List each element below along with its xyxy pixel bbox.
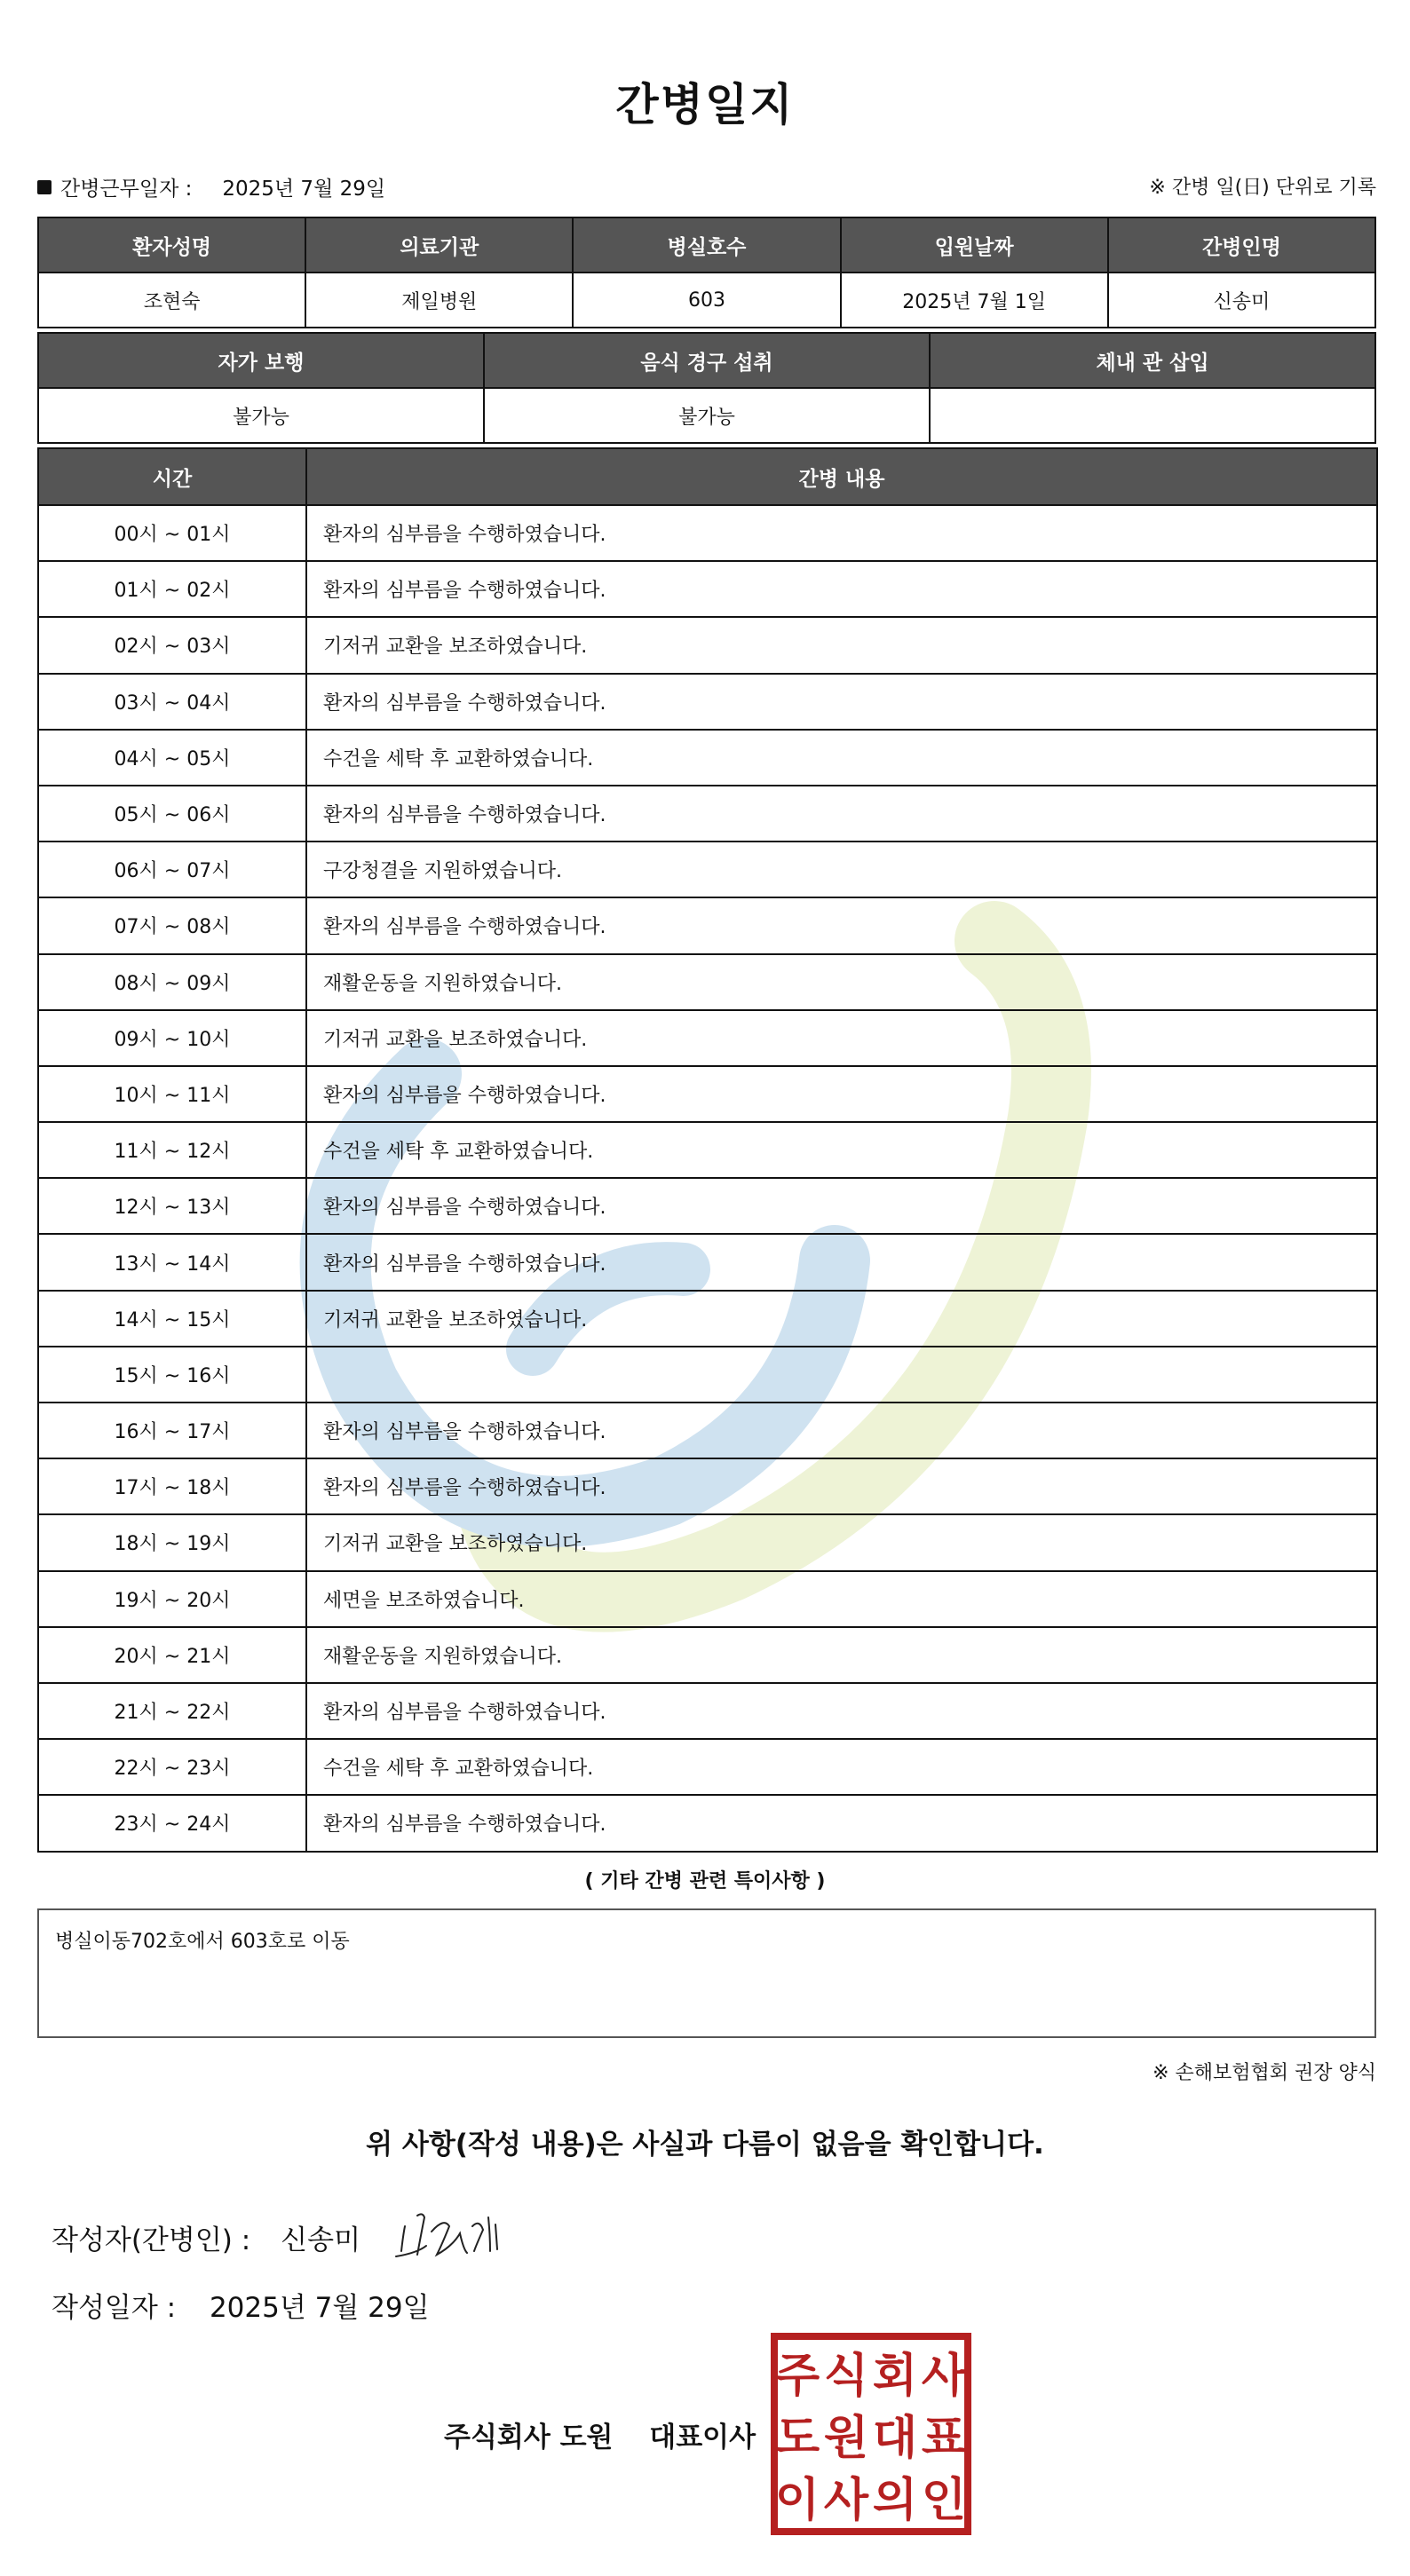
- header-patient-name: 환자성명: [38, 217, 305, 273]
- header-self-walking: 자가 보행: [38, 333, 484, 388]
- header-room-number: 병실호수: [573, 217, 840, 273]
- log-content: 환자의 심부름을 수행하였습니다.: [306, 1403, 1377, 1458]
- ceo-title: 대표이사: [649, 2422, 756, 2454]
- log-time: 03시 ~ 04시: [38, 674, 306, 730]
- log-time: 01시 ~ 02시: [38, 561, 306, 617]
- header-oral-intake: 음식 경구 섭취: [484, 333, 930, 388]
- table-row: [38, 954, 1377, 1010]
- log-time: 00시 ~ 01시: [38, 505, 306, 561]
- writer-line: [51, 2217, 360, 2257]
- seal-character: 회: [872, 2350, 918, 2403]
- log-content: 환자의 심부름을 수행하였습니다.: [306, 786, 1377, 842]
- written-date-value: 2025년 7월 29일: [209, 2292, 430, 2324]
- work-date: [37, 172, 385, 201]
- log-time: 08시 ~ 09시: [38, 954, 306, 1010]
- table-row: [38, 1010, 1377, 1066]
- table-row: [38, 1066, 1377, 1122]
- hospital: 제일병원: [305, 273, 573, 328]
- table-row: [38, 1178, 1377, 1234]
- table-row: [38, 505, 1377, 561]
- log-content: 환자의 심부름을 수행하였습니다.: [306, 561, 1377, 617]
- log-time: 11시 ~ 12시: [38, 1122, 306, 1178]
- caregiver-name: 신송미: [1108, 273, 1375, 328]
- log-content: 수건을 세탁 후 교환하였습니다.: [306, 730, 1377, 786]
- seal-character: 원: [823, 2412, 869, 2465]
- header-admission-date: 입원날짜: [841, 217, 1108, 273]
- seal-character: 표: [921, 2412, 967, 2465]
- tube-insertion: [930, 388, 1375, 443]
- table-row: [38, 1291, 1377, 1347]
- log-time: 12시 ~ 13시: [38, 1178, 306, 1234]
- log-time: 07시 ~ 08시: [38, 897, 306, 953]
- page-title: 간병일지: [615, 79, 795, 130]
- log-time: 16시 ~ 17시: [38, 1403, 306, 1458]
- patient-info-table: [37, 217, 1376, 328]
- log-content: 환자의 심부름을 수행하였습니다.: [306, 1683, 1377, 1739]
- confirmation-statement: 위 사항(작성 내용)은 사실과 다름이 없음을 확인합니다.: [366, 2129, 1044, 2161]
- table-row: [38, 1739, 1377, 1795]
- log-time: 06시 ~ 07시: [38, 842, 306, 897]
- log-time: 19시 ~ 20시: [38, 1571, 306, 1627]
- seal-character: 사: [823, 2474, 869, 2527]
- log-content: 기저귀 교환을 보조하였습니다.: [306, 1514, 1377, 1570]
- table-row: [38, 1234, 1377, 1290]
- seal-character: 대: [872, 2412, 918, 2465]
- source-note: ※ 손해보험협회 권장 양식: [1153, 2062, 1376, 2084]
- table-row: [38, 842, 1377, 897]
- work-date-row: [37, 172, 1376, 202]
- written-date-line: [51, 2285, 430, 2325]
- log-content: 구강청결을 지원하였습니다.: [306, 842, 1377, 897]
- log-content: [306, 1347, 1377, 1403]
- work-date-label: 간병근무일자 :: [60, 178, 193, 201]
- log-content: 환자의 심부름을 수행하였습니다.: [306, 1234, 1377, 1290]
- seal-character: 사: [921, 2350, 967, 2403]
- table-row: [38, 1571, 1377, 1627]
- log-time: 05시 ~ 06시: [38, 786, 306, 842]
- patient-status-table: [37, 332, 1376, 444]
- log-time: 02시 ~ 03시: [38, 617, 306, 673]
- header-hospital: 의료기관: [305, 217, 573, 273]
- company-line: [444, 2414, 756, 2454]
- written-date-label: 작성일자 :: [51, 2292, 177, 2324]
- work-date-value: 2025년 7월 29일: [222, 178, 386, 201]
- table-row: [38, 388, 1375, 443]
- table-header-row: [38, 217, 1375, 273]
- log-content: 재활운동을 지원하였습니다.: [306, 1627, 1377, 1683]
- log-time: 20시 ~ 21시: [38, 1627, 306, 1683]
- company-name: 주식회사 도원: [444, 2422, 614, 2454]
- table-row: [38, 1683, 1377, 1739]
- log-content: 환자의 심부름을 수행하였습니다.: [306, 1178, 1377, 1234]
- log-content: 환자의 심부름을 수행하였습니다.: [306, 897, 1377, 953]
- header-time: 시간: [38, 448, 306, 505]
- remarks-box: 병실이동702호에서 603호로 이동: [37, 1908, 1376, 2038]
- seal-character: 인: [921, 2474, 967, 2527]
- table-row: [38, 730, 1377, 786]
- table-row: [38, 273, 1375, 328]
- seal-character: 의: [872, 2474, 918, 2527]
- log-time: 23시 ~ 24시: [38, 1795, 306, 1851]
- log-time: 09시 ~ 10시: [38, 1010, 306, 1066]
- table-row: [38, 1347, 1377, 1403]
- seal-character: 주: [774, 2350, 820, 2403]
- log-content: 기저귀 교환을 보조하였습니다.: [306, 1010, 1377, 1066]
- writer-name: 신송미: [281, 2224, 361, 2256]
- log-time: 18시 ~ 19시: [38, 1514, 306, 1570]
- header-caregiver-name: 간병인명: [1108, 217, 1375, 273]
- patient-name: 조현숙: [38, 273, 305, 328]
- log-content: 환자의 심부름을 수행하였습니다.: [306, 1458, 1377, 1514]
- log-content: 수건을 세탁 후 교환하였습니다.: [306, 1122, 1377, 1178]
- log-content: 재활운동을 지원하였습니다.: [306, 954, 1377, 1010]
- writer-label: 작성자(간병인) :: [51, 2224, 251, 2256]
- room-number: 603: [573, 273, 840, 328]
- log-time: 17시 ~ 18시: [38, 1458, 306, 1514]
- log-content: 세면을 보조하였습니다.: [306, 1571, 1377, 1627]
- log-time: 15시 ~ 16시: [38, 1347, 306, 1403]
- table-row: [38, 674, 1377, 730]
- log-time: 04시 ~ 05시: [38, 730, 306, 786]
- remarks-title: ( 기타 간병 관련 특이사항 ): [584, 1870, 826, 1892]
- log-time: 13시 ~ 14시: [38, 1234, 306, 1290]
- table-row: [38, 897, 1377, 953]
- table-row: [38, 617, 1377, 673]
- seal-character: 식: [823, 2350, 869, 2403]
- table-row: [38, 786, 1377, 842]
- seal-character: 이: [774, 2474, 820, 2527]
- table-row: [38, 1795, 1377, 1851]
- table-row: [38, 1458, 1377, 1514]
- log-content: 환자의 심부름을 수행하였습니다.: [306, 505, 1377, 561]
- record-unit-note: ※ 간병 일(日) 단위로 기록: [1149, 177, 1376, 199]
- log-content: 환자의 심부름을 수행하였습니다.: [306, 1795, 1377, 1851]
- log-time: 21시 ~ 22시: [38, 1683, 306, 1739]
- log-content: 수건을 세탁 후 교환하였습니다.: [306, 1739, 1377, 1795]
- header-tube-insertion: 체내 관 삽입: [930, 333, 1375, 388]
- table-header-row: [38, 448, 1377, 505]
- seal-character: 도: [774, 2412, 820, 2465]
- handwritten-signature-icon: [391, 2200, 533, 2271]
- log-content: 환자의 심부름을 수행하였습니다.: [306, 1066, 1377, 1122]
- bullet-square-icon: [37, 180, 51, 194]
- log-content: 환자의 심부름을 수행하였습니다.: [306, 674, 1377, 730]
- header-care-content: 간병 내용: [306, 448, 1377, 505]
- table-header-row: [38, 333, 1375, 388]
- oral-intake: 불가능: [484, 388, 930, 443]
- table-row: [38, 1403, 1377, 1458]
- log-time: 22시 ~ 23시: [38, 1739, 306, 1795]
- admission-date: 2025년 7월 1일: [841, 273, 1108, 328]
- table-row: [38, 561, 1377, 617]
- self-walking: 불가능: [38, 388, 484, 443]
- table-row: [38, 1514, 1377, 1570]
- table-row: [38, 1627, 1377, 1683]
- company-seal-icon: [771, 2333, 971, 2535]
- log-time: 14시 ~ 15시: [38, 1291, 306, 1347]
- table-row: [38, 1122, 1377, 1178]
- log-time: 10시 ~ 11시: [38, 1066, 306, 1122]
- log-content: 기저귀 교환을 보조하였습니다.: [306, 617, 1377, 673]
- hourly-care-log-table: [37, 447, 1378, 1853]
- log-content: 기저귀 교환을 보조하였습니다.: [306, 1291, 1377, 1347]
